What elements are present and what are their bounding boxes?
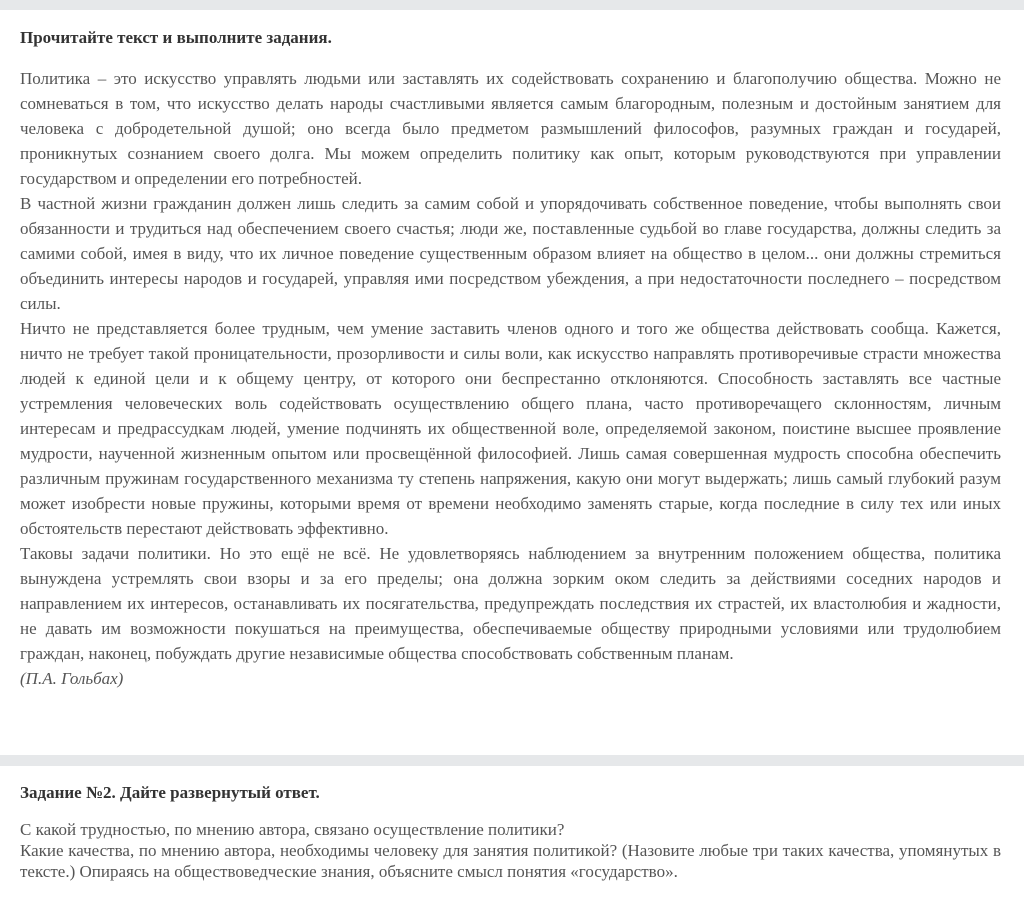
task-title: Задание №2. Дайте развернутый ответ. [20, 783, 320, 802]
task-section [20, 781, 1001, 882]
task-question-2: Какие качества, по мнению автора, необходимы человеку для занятия политикой? (Назовите любые три таких качества, упомянутых в тексте.) Опираясь на обществоведческие знания, объясните смысл понятия «государство». [20, 841, 1001, 881]
reading-section [20, 26, 1001, 691]
reading-instruction: Прочитайте текст и выполните задания. [20, 28, 332, 47]
text-paragraph-3: Ничто не представляется более трудным, чем умение заставить членов одного и того же общества действовать сообща. Кажется, ничто не требует такой проницательности, прозорливости и силы воли, как искусство направлять противоречивые страсти множества людей к единой цели и к общему центру, от которого они беспрестанно отклоняются. Способность заставлять все частные устремления человеческих воль содействовать осуществлению общего плана, часто противоречащего склонностям, личным интересам и предрассудкам людей, умение подчинять их общественной воле, определяемой законом, поистине высшее проявление мудрости, наученной жизненным опытом или просвещённой философией. Лишь самая совершенная мудрость способна обеспечить различным пружинам государственного механизма ту степень напряжения, какую они могут выдержать; лишь самый глубокий разум может изобрести новые пружины, которыми время от времени необходимо заменять старые, когда последние в силу тех или иных обстоятельств перестают действовать эффективно. [20, 319, 1001, 538]
text-paragraph-2: В частной жизни гражданин должен лишь следить за самим собой и упорядочивать собственное поведение, чтобы выполнять свои обязанности и трудиться над обеспечением своего счастья; люди же, поставленные судьбой во главе государства, должны следить за самими собой, имея в виду, что их личное поведение существенным образом влияет на общество в целом... они должны стремиться объединить интересы народов и государей, управляя ими посредством убеждения, а при недостаточности последнего – посредством силы. [20, 194, 1001, 313]
section-divider [0, 755, 1024, 766]
task-question-1: С какой трудностью, по мнению автора, связано осуществление политики? [20, 820, 565, 839]
text-paragraph-4: Таковы задачи политики. Но это ещё не всё. Не удовлетворяясь наблюдением за внутренним положением общества, политика вынуждена устремлять свои взоры и за его пределы; она должна зорким оком следить за действиями соседних народов и направлением их интересов, останавливать их посягательства, предупреждать последствия их страстей, их властолюбия и жадности, не давать им возможности покушаться на преимущества, обеспечиваемые обществу природными условиями или трудолюбием граждан, наконец, побуждать другие независимые общества способствовать собственным планам. [20, 544, 1001, 663]
text-paragraph-1: Политика – это искусство управлять людьми или заставлять их содействовать сохранению и благополучию общества. Можно не сомневаться в том, что искусство делать народы счастливыми является самым благородным, полезным и достойным занятием для человека с добродетельной душой; оно всегда было предметом размышлений философов, разумных граждан и государей, проникнутых сознанием своего долга. Мы можем определить политику как опыт, которым руководствуются при управлении государством и определении его потребностей. [20, 69, 1001, 188]
top-divider [0, 0, 1024, 10]
text-author: (П.А. Гольбах) [20, 669, 124, 688]
